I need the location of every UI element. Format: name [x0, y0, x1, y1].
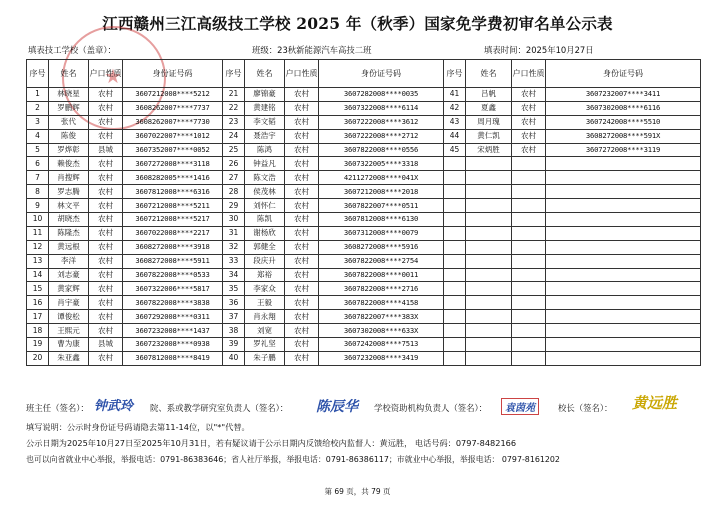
header-id: 身份证号码 [123, 60, 223, 88]
student-name-cell: 陈文浩 [245, 171, 285, 185]
table-row [27, 324, 701, 338]
table-row [27, 240, 701, 254]
row-seq-cell: 29 [223, 199, 245, 213]
household-type-cell: 农村 [285, 254, 319, 268]
row-seq-cell: 28 [223, 185, 245, 199]
table-row [27, 296, 701, 310]
id-number-cell: 3607822008****2754 [319, 254, 444, 268]
household-type-cell: 农村 [285, 240, 319, 254]
student-name-cell: 陈鸿 [245, 143, 285, 157]
table-row [27, 338, 701, 352]
row-seq-cell [444, 157, 466, 171]
row-seq-cell: 16 [27, 296, 49, 310]
household-type-cell: 农村 [89, 296, 123, 310]
row-seq-cell: 5 [27, 143, 49, 157]
household-type-cell: 农村 [89, 171, 123, 185]
id-number-cell: 3607212008****5211 [123, 199, 223, 213]
row-seq-cell: 12 [27, 240, 49, 254]
fill-instruction-note: 填写说明：公示时身份证号码请隐去第11-14位，以"*"代替。 [26, 422, 250, 432]
student-name-cell: 钟益凡 [245, 157, 285, 171]
household-type-cell: 农村 [89, 226, 123, 240]
household-type-cell: 农村 [89, 199, 123, 213]
row-seq-cell [444, 282, 466, 296]
row-seq-cell: 39 [223, 338, 245, 352]
row-seq-cell: 42 [444, 101, 466, 115]
id-number-cell [546, 324, 701, 338]
row-seq-cell [444, 171, 466, 185]
student-name-cell: 黄仁凯 [466, 129, 512, 143]
household-type-cell: 农村 [285, 101, 319, 115]
household-type-cell: 县城 [89, 143, 123, 157]
student-name-cell: 罗志腾 [49, 185, 89, 199]
id-number-cell: 3608282005****1416 [123, 171, 223, 185]
report-contact-note: 也可以向省就业中心举报，举报电话：0791-86383646；省人社厅举报，举报电话：0791-86386117；市就业中心举报，举报电话： 0797-8161202 [26, 455, 560, 464]
household-type-cell: 农村 [285, 324, 319, 338]
row-seq-cell: 13 [27, 254, 49, 268]
student-name-cell [466, 213, 512, 227]
row-seq-cell: 37 [223, 310, 245, 324]
household-type-cell: 农村 [285, 143, 319, 157]
id-number-cell [546, 351, 701, 365]
student-name-cell: 刘宽 [245, 324, 285, 338]
household-type-cell [512, 310, 546, 324]
table-header-row [27, 60, 701, 88]
student-name-cell [466, 171, 512, 185]
household-type-cell [512, 185, 546, 199]
row-seq-cell: 11 [27, 226, 49, 240]
row-seq-cell: 6 [27, 157, 49, 171]
row-seq-cell [444, 254, 466, 268]
student-name-cell: 肖永翔 [245, 310, 285, 324]
household-type-cell [512, 268, 546, 282]
student-name-cell: 王熙元 [49, 324, 89, 338]
household-type-cell: 农村 [285, 296, 319, 310]
household-type-cell: 农村 [285, 88, 319, 102]
table-row [27, 199, 701, 213]
household-type-cell [512, 282, 546, 296]
row-seq-cell: 38 [223, 324, 245, 338]
row-seq-cell [444, 296, 466, 310]
id-number-cell: 3608272008****3918 [123, 240, 223, 254]
row-seq-cell: 4 [27, 129, 49, 143]
row-seq-cell: 17 [27, 310, 49, 324]
page-number: 第 69 页，共 79 页 [324, 487, 391, 496]
row-seq-cell: 40 [223, 351, 245, 365]
id-number-cell: 3607232008****3419 [319, 351, 444, 365]
id-number-cell [546, 296, 701, 310]
student-name-cell: 赖俊杰 [49, 157, 89, 171]
student-name-cell [466, 240, 512, 254]
publicity-period-note: 公示日期为2025年10月27日至2025年10月31日，若有疑议请于公示日期内反馈给校内监督人：黄远胜， 电话号码：0797-8482166 [26, 438, 517, 448]
household-type-cell: 农村 [89, 101, 123, 115]
signature-line [26, 402, 89, 414]
household-type-cell: 农村 [89, 213, 123, 227]
student-name-cell: 郑裕 [245, 268, 285, 282]
header-household: 户口性质 [512, 60, 546, 88]
roster-table [26, 59, 701, 366]
page-title: 江西赣州三江高级技工学校 2025 年（秋季）国家免学费初审名单公示表 [102, 14, 613, 33]
row-seq-cell: 26 [223, 157, 245, 171]
household-type-cell [512, 324, 546, 338]
household-type-cell: 县城 [89, 338, 123, 352]
row-seq-cell: 41 [444, 88, 466, 102]
principal-signature: 黄远胜 [632, 394, 678, 412]
id-number-cell: 3607022008****2217 [123, 226, 223, 240]
id-number-cell [546, 254, 701, 268]
student-name-cell [466, 296, 512, 310]
student-name-cell [466, 199, 512, 213]
id-number-cell: 3607292008****0311 [123, 310, 223, 324]
id-number-cell: 3607302008****633X [319, 324, 444, 338]
student-name-cell [466, 282, 512, 296]
header-name: 姓名 [466, 60, 512, 88]
row-seq-cell: 23 [223, 115, 245, 129]
homeroom-teacher-label: 班主任（签名）： [26, 403, 89, 413]
household-type-cell: 农村 [285, 199, 319, 213]
table-row [27, 226, 701, 240]
household-type-cell: 农村 [89, 157, 123, 171]
student-name-cell [466, 338, 512, 352]
id-number-cell: 3607232007****3411 [546, 88, 701, 102]
row-seq-cell: 43 [444, 115, 466, 129]
header-seq: 序号 [223, 60, 245, 88]
id-number-cell: 3607322005****3318 [319, 157, 444, 171]
table-row [27, 129, 701, 143]
household-type-cell [512, 199, 546, 213]
household-type-cell [512, 213, 546, 227]
row-seq-cell: 18 [27, 324, 49, 338]
student-name-cell: 周月瑰 [466, 115, 512, 129]
header-household: 户口性质 [89, 60, 123, 88]
id-number-cell: 3607822008****2716 [319, 282, 444, 296]
row-seq-cell: 1 [27, 88, 49, 102]
student-name-cell: 黄远根 [49, 240, 89, 254]
id-number-cell: 3608272008****591X [546, 129, 701, 143]
table-row [27, 213, 701, 227]
id-number-cell: 3607212008****5212 [123, 88, 223, 102]
student-name-cell [466, 310, 512, 324]
row-seq-cell [444, 213, 466, 227]
student-name-cell: 肖宇豪 [49, 296, 89, 310]
household-type-cell: 农村 [512, 101, 546, 115]
row-seq-cell: 2 [27, 101, 49, 115]
row-seq-cell: 15 [27, 282, 49, 296]
table-row [27, 88, 701, 102]
household-type-cell [512, 226, 546, 240]
id-number-cell: 3607822008****0556 [319, 143, 444, 157]
row-seq-cell: 36 [223, 296, 245, 310]
table-row [27, 310, 701, 324]
row-seq-cell: 32 [223, 240, 245, 254]
row-seq-cell: 31 [223, 226, 245, 240]
row-seq-cell: 30 [223, 213, 245, 227]
table-row [27, 351, 701, 365]
row-seq-cell: 24 [223, 129, 245, 143]
row-seq-cell: 14 [27, 268, 49, 282]
header-id: 身份证号码 [546, 60, 701, 88]
row-seq-cell [444, 268, 466, 282]
row-seq-cell [444, 351, 466, 365]
student-name-cell: 罗烨彰 [49, 143, 89, 157]
household-type-cell: 农村 [285, 157, 319, 171]
row-seq-cell [444, 338, 466, 352]
id-number-cell [546, 268, 701, 282]
student-name-cell: 陈凯 [245, 213, 285, 227]
id-number-cell [546, 157, 701, 171]
student-name-cell: 罗礼坚 [245, 338, 285, 352]
row-seq-cell: 35 [223, 282, 245, 296]
student-name-cell: 林文平 [49, 199, 89, 213]
id-number-cell [546, 171, 701, 185]
household-type-cell: 农村 [285, 115, 319, 129]
student-name-cell: 李洋 [49, 254, 89, 268]
id-number-cell: 3608272008****5911 [123, 254, 223, 268]
table-row [27, 143, 701, 157]
household-type-cell [512, 254, 546, 268]
household-type-cell: 农村 [285, 282, 319, 296]
household-type-cell: 农村 [512, 88, 546, 102]
student-name-cell: 罗鹏辉 [49, 101, 89, 115]
id-number-cell: 3607312008****0079 [319, 226, 444, 240]
student-name-cell: 黄家辉 [49, 282, 89, 296]
id-number-cell: 3608262007****7730 [123, 115, 223, 129]
table-row [27, 185, 701, 199]
student-name-cell: 谢杨欣 [245, 226, 285, 240]
household-type-cell: 农村 [89, 115, 123, 129]
row-seq-cell [444, 324, 466, 338]
row-seq-cell: 19 [27, 338, 49, 352]
student-name-cell: 郭健全 [245, 240, 285, 254]
header-id: 身份证号码 [319, 60, 444, 88]
household-type-cell: 农村 [285, 351, 319, 365]
id-number-cell: 3607322006****5817 [123, 282, 223, 296]
row-seq-cell: 3 [27, 115, 49, 129]
id-number-cell: 3607222008****3612 [319, 115, 444, 129]
student-name-cell [466, 268, 512, 282]
id-number-cell [546, 185, 701, 199]
row-seq-cell [444, 185, 466, 199]
id-number-cell: 3607822007****0511 [319, 199, 444, 213]
id-number-cell [546, 213, 701, 227]
id-number-cell: 3607812008****6130 [319, 213, 444, 227]
id-number-cell: 3607272008****3119 [546, 143, 701, 157]
student-name-cell: 聂浩宇 [245, 129, 285, 143]
id-number-cell: 3608262007****7737 [123, 101, 223, 115]
header-seq: 序号 [444, 60, 466, 88]
header-name: 姓名 [49, 60, 89, 88]
student-name-cell: 朱子鹏 [245, 351, 285, 365]
table-row [27, 282, 701, 296]
student-name-cell: 夏鑫 [466, 101, 512, 115]
row-seq-cell [444, 199, 466, 213]
id-number-cell: 4211272008****041X [319, 171, 444, 185]
homeroom-teacher-signature: 钟武玲 [94, 399, 134, 414]
id-number-cell: 3607352007****0052 [123, 143, 223, 157]
row-seq-cell [444, 240, 466, 254]
id-number-cell: 3607022007****1012 [123, 129, 223, 143]
student-name-cell: 胡晓杰 [49, 213, 89, 227]
household-type-cell [512, 157, 546, 171]
household-type-cell: 农村 [89, 268, 123, 282]
id-number-cell: 3607242008****7513 [319, 338, 444, 352]
household-type-cell: 农村 [285, 226, 319, 240]
id-number-cell [546, 240, 701, 254]
row-seq-cell: 7 [27, 171, 49, 185]
household-type-cell: 农村 [285, 171, 319, 185]
table-row [27, 254, 701, 268]
id-number-cell: 3607272008****3118 [123, 157, 223, 171]
principal-label: 校长（签名）： [558, 403, 613, 413]
student-name-cell: 谭俊松 [49, 310, 89, 324]
household-type-cell [512, 296, 546, 310]
aid-office-signature: 袁茵苑 [501, 398, 539, 415]
student-name-cell: 刘志豪 [49, 268, 89, 282]
row-seq-cell: 22 [223, 101, 245, 115]
household-type-cell: 农村 [89, 240, 123, 254]
student-name-cell: 李文韬 [245, 115, 285, 129]
id-number-cell: 3607822007****383X [319, 310, 444, 324]
id-number-cell [546, 199, 701, 213]
student-name-cell [466, 157, 512, 171]
student-name-cell: 宋炳胜 [466, 143, 512, 157]
student-name-cell: 林晓星 [49, 88, 89, 102]
class-label: 班级：23秋新能源汽车高技二班 [252, 45, 372, 55]
dept-head-label: 院、系或教学研究室负责人（签名）： [150, 403, 289, 413]
id-number-cell: 3607212008****5217 [123, 213, 223, 227]
household-type-cell [512, 351, 546, 365]
student-name-cell: 段庆升 [245, 254, 285, 268]
id-number-cell: 3607242008****5510 [546, 115, 701, 129]
id-number-cell: 3607822008****0533 [123, 268, 223, 282]
id-number-cell: 3607812008****6316 [123, 185, 223, 199]
student-name-cell [466, 226, 512, 240]
student-name-cell: 陈俊 [49, 129, 89, 143]
household-type-cell: 农村 [512, 129, 546, 143]
id-number-cell: 3607322008****6114 [319, 101, 444, 115]
row-seq-cell: 21 [223, 88, 245, 102]
row-seq-cell: 45 [444, 143, 466, 157]
table-row [27, 157, 701, 171]
row-seq-cell: 9 [27, 199, 49, 213]
school-label: 填表技工学校（盖章）： [28, 45, 116, 55]
household-type-cell: 农村 [285, 129, 319, 143]
header-name: 姓名 [245, 60, 285, 88]
row-seq-cell: 20 [27, 351, 49, 365]
student-name-cell: 肖搜辉 [49, 171, 89, 185]
id-number-cell [546, 226, 701, 240]
household-type-cell: 农村 [89, 129, 123, 143]
student-name-cell: 陈隆杰 [49, 226, 89, 240]
household-type-cell: 农村 [512, 115, 546, 129]
aid-office-label: 学校资助机构负责人（签名）： [374, 403, 488, 413]
id-number-cell: 3607822008****4158 [319, 296, 444, 310]
row-seq-cell: 25 [223, 143, 245, 157]
id-number-cell: 3608272008****5916 [319, 240, 444, 254]
student-name-cell: 廖锦豪 [245, 88, 285, 102]
dept-head-signature: 陈辰华 [316, 399, 358, 415]
household-type-cell: 农村 [285, 185, 319, 199]
row-seq-cell: 34 [223, 268, 245, 282]
header-household: 户口性质 [285, 60, 319, 88]
student-name-cell [466, 351, 512, 365]
household-type-cell: 农村 [89, 310, 123, 324]
table-row [27, 101, 701, 115]
student-name-cell: 曹为康 [49, 338, 89, 352]
id-number-cell [546, 282, 701, 296]
household-type-cell: 农村 [89, 351, 123, 365]
row-seq-cell [444, 226, 466, 240]
student-name-cell: 刘怀仁 [245, 199, 285, 213]
id-number-cell: 3607822008****3838 [123, 296, 223, 310]
household-type-cell: 农村 [89, 88, 123, 102]
student-name-cell [466, 185, 512, 199]
fill-date-value: 2025年10月27日 [525, 45, 594, 55]
household-type-cell: 农村 [285, 213, 319, 227]
household-type-cell: 农村 [89, 254, 123, 268]
student-name-cell: 朱亚鑫 [49, 351, 89, 365]
household-type-cell: 农村 [512, 143, 546, 157]
row-seq-cell: 44 [444, 129, 466, 143]
id-number-cell: 3607822008****0011 [319, 268, 444, 282]
id-number-cell: 3607222008****2712 [319, 129, 444, 143]
household-type-cell [512, 171, 546, 185]
id-number-cell: 3607302008****6116 [546, 101, 701, 115]
id-number-cell: 3607282008****0035 [319, 88, 444, 102]
student-name-cell [466, 254, 512, 268]
student-name-cell: 黄建铭 [245, 101, 285, 115]
student-name-cell: 王毅 [245, 296, 285, 310]
household-type-cell: 农村 [285, 268, 319, 282]
household-type-cell: 农村 [285, 338, 319, 352]
student-name-cell [466, 324, 512, 338]
table-row [27, 171, 701, 185]
id-number-cell: 3607212008****2018 [319, 185, 444, 199]
id-number-cell [546, 338, 701, 352]
student-name-cell: 侯茂林 [245, 185, 285, 199]
row-seq-cell: 33 [223, 254, 245, 268]
household-type-cell [512, 338, 546, 352]
id-number-cell: 3607232008****0938 [123, 338, 223, 352]
household-type-cell: 农村 [89, 282, 123, 296]
table-row [27, 115, 701, 129]
student-name-cell: 李家众 [245, 282, 285, 296]
household-type-cell: 农村 [285, 310, 319, 324]
row-seq-cell: 27 [223, 171, 245, 185]
fill-date-label: 填表时间：2025年10月27日 [484, 45, 594, 55]
household-type-cell [512, 240, 546, 254]
id-number-cell: 3607812008****8419 [123, 351, 223, 365]
student-name-cell: 吕帆 [466, 88, 512, 102]
table-row [27, 268, 701, 282]
household-type-cell: 农村 [89, 324, 123, 338]
header-seq: 序号 [27, 60, 49, 88]
id-number-cell: 3607232008****1437 [123, 324, 223, 338]
household-type-cell: 农村 [89, 185, 123, 199]
id-number-cell [546, 310, 701, 324]
student-name-cell: 张代 [49, 115, 89, 129]
row-seq-cell: 10 [27, 213, 49, 227]
row-seq-cell: 8 [27, 185, 49, 199]
row-seq-cell [444, 310, 466, 324]
